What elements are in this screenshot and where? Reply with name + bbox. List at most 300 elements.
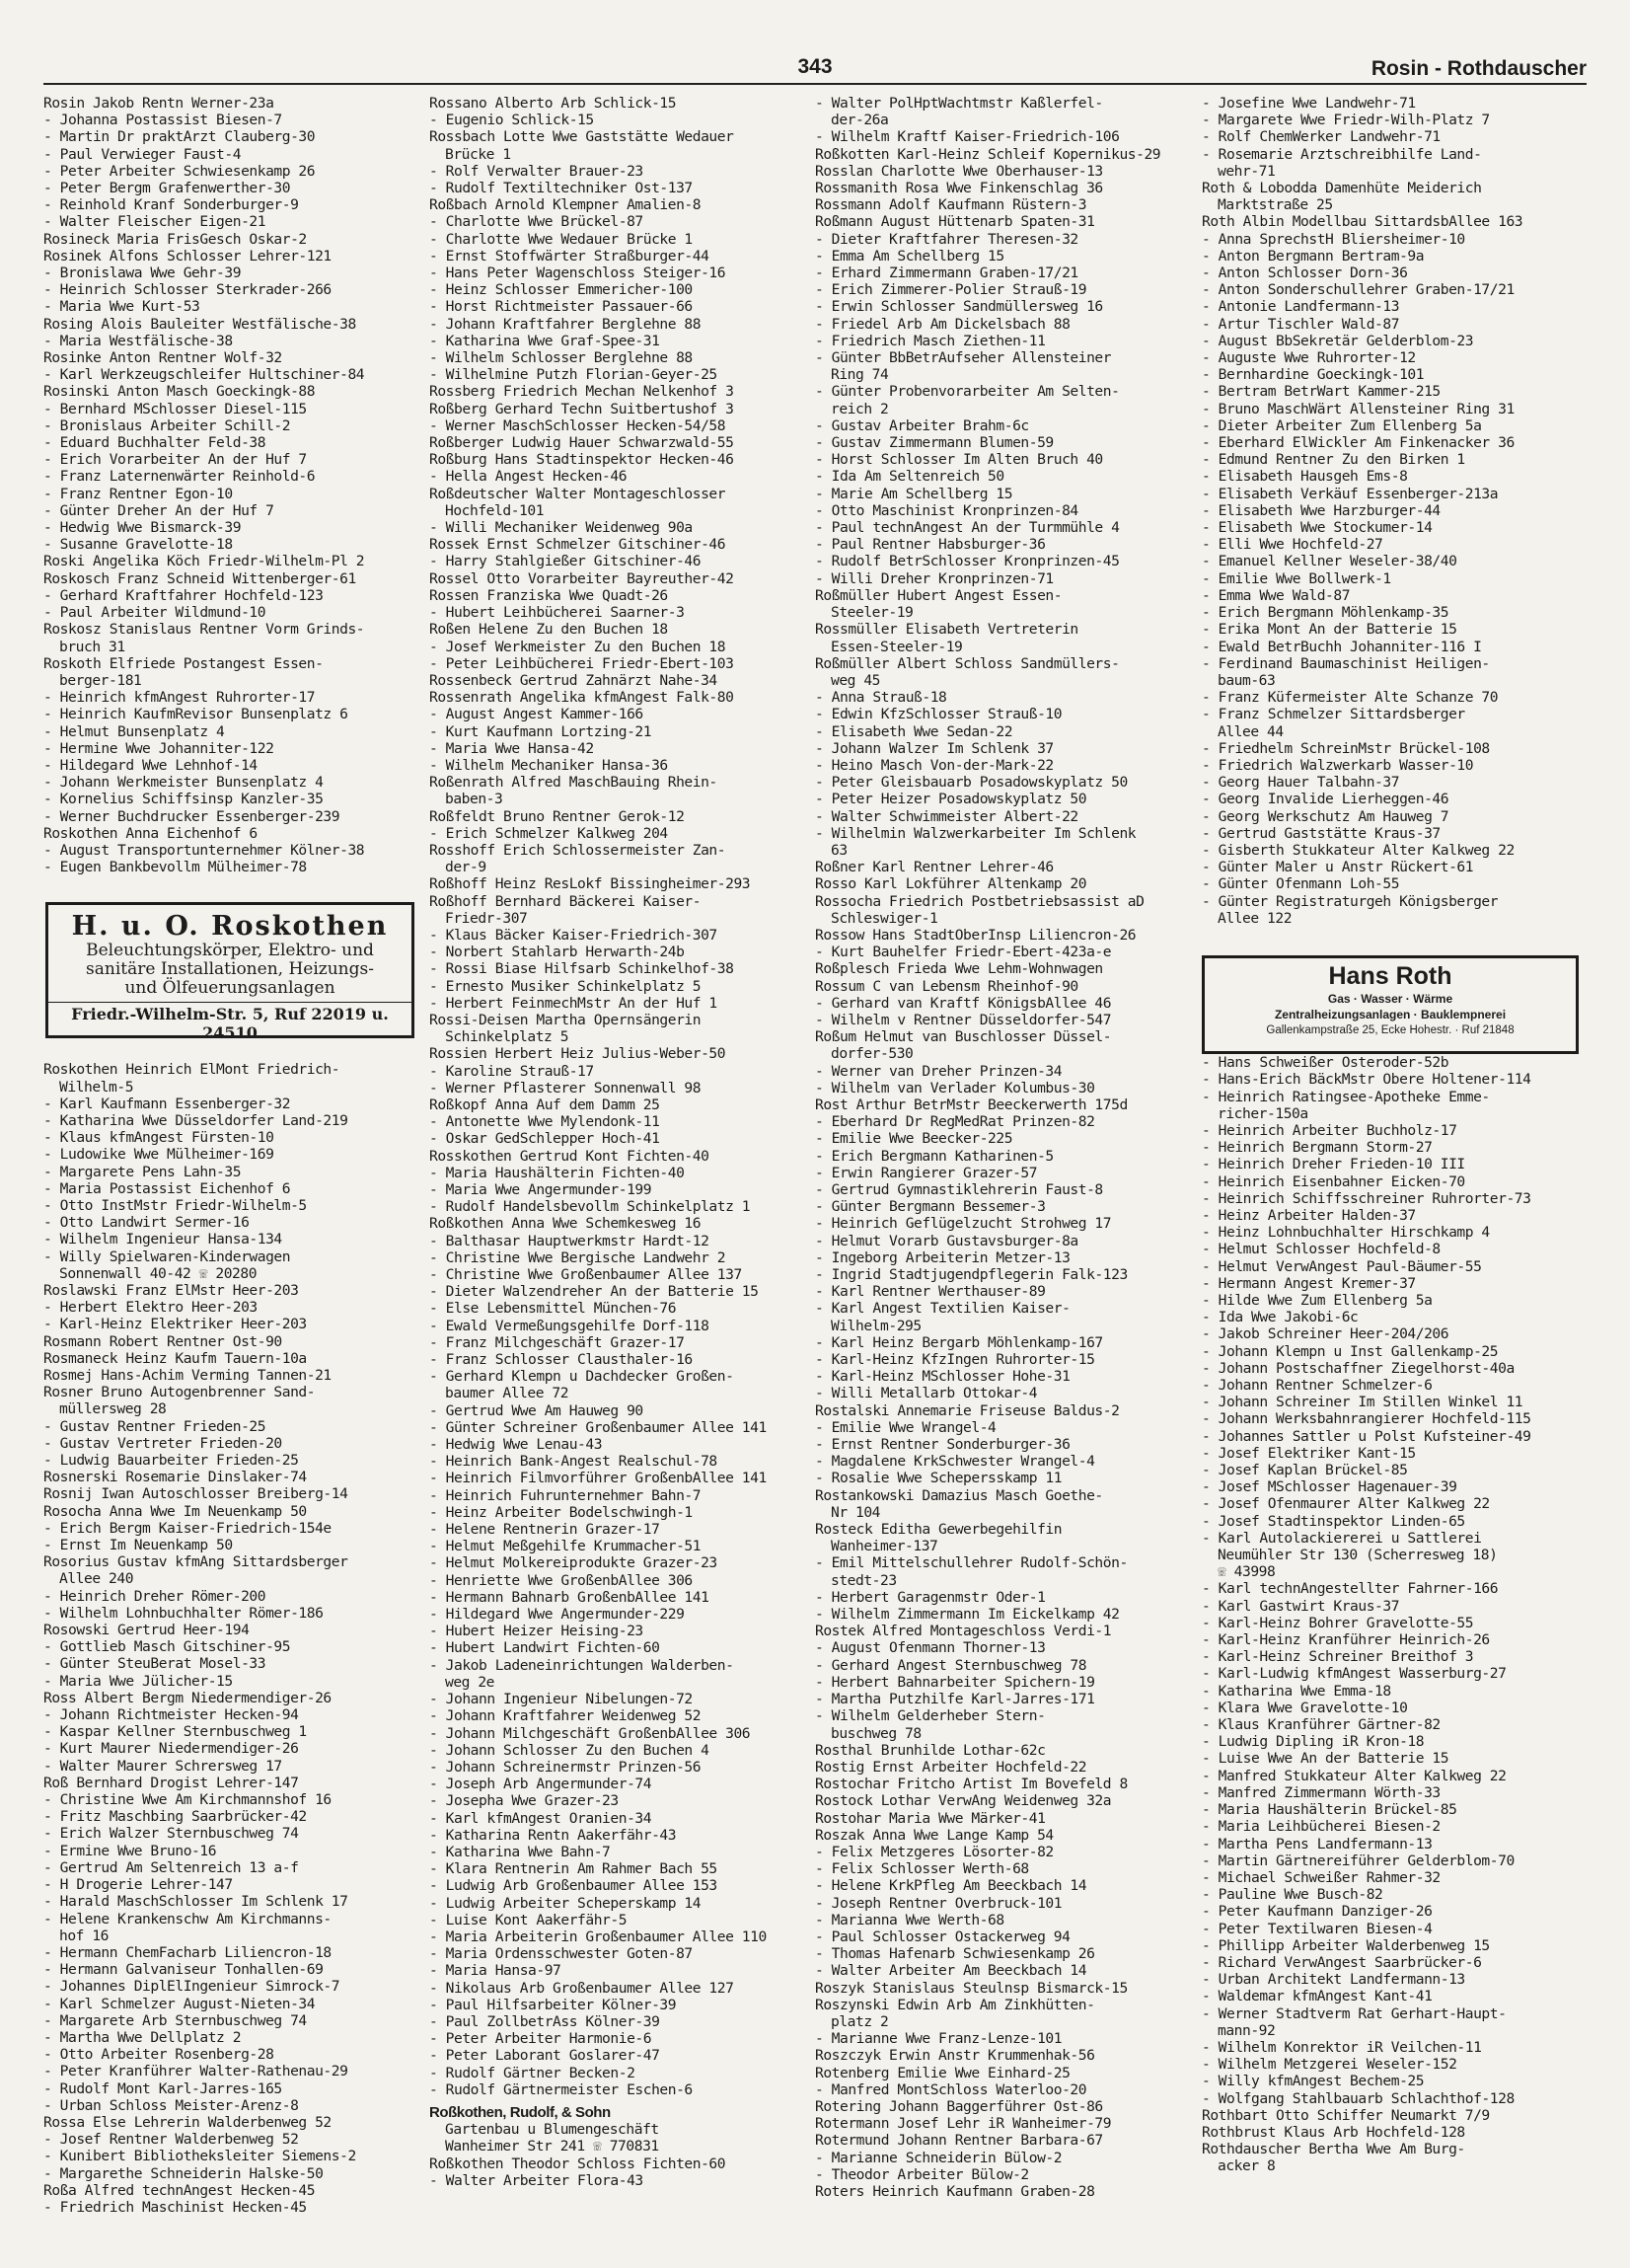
directory-entry: - Friedrich Maschinist Hecken-45 bbox=[43, 2198, 307, 2216]
directory-entry: Wanheimer Str 241 ☏ 770831 bbox=[445, 2138, 659, 2155]
directory-entry: Brücke 1 bbox=[445, 145, 511, 163]
directory-entry: Rossano Alberto Arb Schlick-15 bbox=[429, 95, 677, 112]
directory-entry: - Erich Bergmann Möhlenkamp-35 bbox=[1202, 604, 1449, 622]
directory-entry: Rosorius Gustav kfmAng Sittardsberger bbox=[43, 1553, 348, 1571]
directory-entry: - Johann Kraftfahrer Weidenweg 52 bbox=[429, 1707, 702, 1725]
directory-entry: müllersweg 28 bbox=[59, 1400, 167, 1418]
directory-entry: - Walter Schwimmeister Albert-22 bbox=[815, 807, 1078, 825]
directory-entry: - Johann Werksbahnrangierer Hochfeld-115 bbox=[1202, 1410, 1531, 1428]
directory-entry: - Erich Walzer Sternbuschweg 74 bbox=[43, 1825, 299, 1843]
column-2 bbox=[429, 95, 802, 2189]
directory-entry: - Maria Postassist Eichenhof 6 bbox=[43, 1179, 291, 1197]
directory-entry: Roßberg Gerhard Techn Suitbertushof 3 bbox=[429, 400, 734, 417]
directory-entry: Rossa Else Lehrerin Walderbenweg 52 bbox=[43, 2113, 332, 2131]
directory-entry: - Ludwig Arb Großenbaumer Allee 153 bbox=[429, 1877, 717, 1895]
directory-entry: - Wilhelm Kraftf Kaiser-Friedrich-106 bbox=[815, 128, 1120, 146]
directory-entry: - Ermine Wwe Bruno-16 bbox=[43, 1842, 217, 1859]
directory-entry: - Harald MaschSchlosser Im Schlenk 17 bbox=[43, 1893, 348, 1911]
directory-entry: - Walter Arbeiter Am Beeckbach 14 bbox=[815, 1962, 1087, 1980]
directory-entry: Roskoth Elfriede Postangest Essen- bbox=[43, 654, 324, 672]
directory-entry: - Harry Stahlgießer Gitschiner-46 bbox=[429, 553, 702, 570]
directory-entry: - Willi Mechaniker Weidenweg 90a bbox=[429, 519, 693, 537]
directory-entry: Allee 44 bbox=[1218, 722, 1284, 740]
directory-entry: - Günter Registraturgeh Königsberger bbox=[1202, 892, 1499, 910]
directory-entry: - Karl-Heinz Bohrer Gravelotte-55 bbox=[1202, 1614, 1474, 1631]
directory-entry: - Gertrud Wwe Am Hauweg 90 bbox=[429, 1401, 643, 1419]
directory-entry: - Reinhold Kranf Sonderburger-9 bbox=[43, 196, 299, 214]
page-number: 343 bbox=[797, 55, 833, 78]
directory-entry: Friedr-307 bbox=[445, 909, 528, 927]
directory-entry: der-9 bbox=[445, 859, 486, 876]
directory-entry: - Heinrich Bergmann Storm-27 bbox=[1202, 1139, 1433, 1157]
directory-entry: - Martin Dr praktArzt Clauberg-30 bbox=[43, 128, 316, 146]
directory-entry: - H Drogerie Lehrer-147 bbox=[43, 1876, 233, 1894]
directory-entry: - Jakob Ladeneinrichtungen Walderben- bbox=[429, 1656, 734, 1674]
directory-entry: Rosner Bruno Autogenbrenner Sand- bbox=[43, 1384, 316, 1401]
directory-entry: - Heinz Arbeiter Bodelschwingh-1 bbox=[429, 1503, 693, 1521]
directory-entry: Marktstraße 25 bbox=[1218, 196, 1333, 214]
directory-entry: Roßberger Ludwig Hauer Schwarzwald-55 bbox=[429, 434, 734, 452]
directory-entry: - Marianne Schneiderin Bülow-2 bbox=[815, 2149, 1063, 2166]
directory-entry: - Emilie Wwe Beecker-225 bbox=[815, 1130, 1013, 1148]
directory-entry: - Wilhelm Metzgerei Weseler-152 bbox=[1202, 2056, 1457, 2074]
directory-entry: - Martin Gärtnereiführer Gelderblom-70 bbox=[1202, 1852, 1515, 1869]
directory-entry: - Johann Richtmeister Hecken-94 bbox=[43, 1706, 299, 1724]
directory-entry: - Heino Masch Von-der-Mark-22 bbox=[815, 756, 1054, 774]
directory-entry: - Wilhelmin Walzwerkarbeiter Im Schlenk bbox=[815, 824, 1137, 842]
directory-entry: - Peter Heizer Posadowskyplatz 50 bbox=[815, 791, 1087, 808]
col2b-entries bbox=[429, 2121, 802, 2189]
directory-entry: Rossenrath Angelika kfmAngest Falk-80 bbox=[429, 689, 734, 707]
directory-entry: - Margarete Pens Lahn-35 bbox=[43, 1163, 242, 1180]
directory-entry: - Elisabeth Hausgeh Ems-8 bbox=[1202, 468, 1408, 486]
directory-entry: Rossek Ernst Schmelzer Gitschiner-46 bbox=[429, 536, 726, 554]
directory-entry: berger-181 bbox=[59, 671, 142, 689]
directory-entry: Rosin Jakob Rentn Werner-23a bbox=[43, 95, 274, 112]
directory-entry: - Rolf ChemWerker Landwehr-71 bbox=[1202, 128, 1441, 146]
directory-entry: - Helmut Molkereiprodukte Grazer-23 bbox=[429, 1554, 717, 1572]
directory-entry: - Heinrich kfmAngest Ruhrorter-17 bbox=[43, 689, 316, 707]
directory-entry: - Franz Laternenwärter Reinhold-6 bbox=[43, 468, 316, 486]
directory-entry: - Anna SprechstH Bliersheimer-10 bbox=[1202, 230, 1465, 248]
directory-entry: - Wilhelm v Rentner Düsseldorfer-547 bbox=[815, 1011, 1112, 1028]
directory-entry: - Rudolf Mont Karl-Jarres-165 bbox=[43, 2079, 282, 2097]
ad-address: Gallenkampstraße 25, Ecke Hohestr. · Ruf 21848 bbox=[1266, 1024, 1515, 1036]
directory-entry: - Katharina Wwe Graf-Spee-31 bbox=[429, 332, 660, 349]
directory-entry: - Nikolaus Arb Großenbaumer Allee 127 bbox=[429, 1979, 734, 1997]
directory-entry: - Friedrich Masch Ziethen-11 bbox=[815, 332, 1046, 349]
directory-entry: Roßmüller Hubert Angest Essen- bbox=[815, 586, 1063, 604]
directory-entry: - Karl-Heinz Elektriker Heer-203 bbox=[43, 1316, 307, 1333]
directory-entry: - Anton Sonderschullehrer Graben-17/21 bbox=[1202, 281, 1515, 299]
directory-entry: Nr 104 bbox=[831, 1503, 881, 1521]
directory-entry: - Bernhard MSchlosser Diesel-115 bbox=[43, 400, 307, 417]
directory-entry: - Margarete Wwe Friedr-Wilh-Platz 7 bbox=[1202, 112, 1490, 129]
directory-entry: - Rudolf Textiltechniker Ost-137 bbox=[429, 180, 693, 197]
directory-entry: - Magdalene KrkSchwester Wrangel-4 bbox=[815, 1453, 1095, 1471]
directory-entry: - Paul Verwieger Faust-4 bbox=[43, 145, 242, 163]
directory-entry: - Kornelius Schiffsinsp Kanzler-35 bbox=[43, 791, 324, 808]
directory-entry: - Rolf Verwalter Brauer-23 bbox=[429, 162, 643, 180]
directory-entry: - Luise Kont Aakerfähr-5 bbox=[429, 1911, 628, 1928]
directory-entry: - Otto Landwirt Sermer-16 bbox=[43, 1214, 250, 1232]
directory-entry: - Gustav Rentner Frieden-25 bbox=[43, 1417, 266, 1435]
directory-entry: - Heinrich Dreher Römer-200 bbox=[43, 1587, 266, 1605]
directory-entry: - Wilhelm Schlosser Berglehne 88 bbox=[429, 349, 693, 367]
directory-entry: - Günter Maler u Anstr Rückert-61 bbox=[1202, 859, 1474, 876]
directory-entry: - Wilhelm Zimmermann Im Eickelkamp 42 bbox=[815, 1606, 1120, 1624]
directory-entry: - Hedwig Wwe Bismarck-39 bbox=[43, 519, 242, 537]
directory-entry: - Urban Architekt Landfermann-13 bbox=[1202, 1971, 1465, 1989]
directory-entry: Rosing Alois Bauleiter Westfälische-38 bbox=[43, 315, 356, 333]
directory-entry: Roßbach Arnold Klempner Amalien-8 bbox=[429, 196, 702, 214]
directory-entry: - Otto Arbeiter Rosenberg-28 bbox=[43, 2046, 274, 2064]
directory-entry: - Johann Milchgeschäft GroßenbAllee 306 bbox=[429, 1724, 751, 1742]
directory-entry: - Helene Krankenschw Am Kirchmanns- bbox=[43, 1910, 332, 1928]
directory-entry: - Hella Angest Hecken-46 bbox=[429, 468, 628, 486]
column-4 bbox=[1202, 95, 1575, 2175]
directory-entry: - Josef Kaplan Brückel-85 bbox=[1202, 1462, 1408, 1479]
directory-entry: - Kunibert Bibliotheksleiter Siemens-2 bbox=[43, 2148, 356, 2165]
directory-entry: - Johannes Sattler u Polst Kufsteiner-49 bbox=[1202, 1427, 1531, 1445]
directory-entry: - Johann Schreiner Im Stillen Winkel 11 bbox=[1202, 1394, 1523, 1411]
directory-entry: - Ernst Stoffwärter Straßburger-44 bbox=[429, 247, 709, 265]
directory-entry: Steeler-19 bbox=[831, 604, 914, 622]
directory-entry: - Horst Schlosser Im Alten Bruch 40 bbox=[815, 451, 1103, 469]
directory-entry: - Dieter Kraftfahrer Theresen-32 bbox=[815, 230, 1078, 248]
directory-entry: - Karl-Heinz Schreiner Breithof 3 bbox=[1202, 1648, 1474, 1666]
directory-entry: Rotermund Johann Rentner Barbara-67 bbox=[815, 2132, 1103, 2150]
directory-entry: - Oskar GedSchlepper Hoch-41 bbox=[429, 1130, 660, 1148]
directory-entry: - Gerhard Kraftfahrer Hochfeld-123 bbox=[43, 586, 324, 604]
directory-entry: - Werner Buchdrucker Essenberger-239 bbox=[43, 807, 340, 825]
directory-entry: Roslawski Franz ElMstr Heer-203 bbox=[43, 1281, 299, 1299]
directory-entry: - Peter Gleisbauarb Posadowskyplatz 50 bbox=[815, 774, 1128, 792]
col1b-entries bbox=[43, 1061, 416, 2216]
directory-entry: - Karl Gastwirt Kraus-37 bbox=[1202, 1597, 1400, 1615]
directory-entry: - Erich Vorarbeiter An der Huf 7 bbox=[43, 451, 307, 469]
directory-entry: bruch 31 bbox=[59, 638, 125, 655]
directory-entry: - Rosemarie Arztschreibhilfe Land- bbox=[1202, 145, 1482, 163]
firm-heading: Roßkothen, Rudolf, & Sohn bbox=[429, 2103, 611, 2121]
directory-entry: - Josef Stadtinspektor Linden-65 bbox=[1202, 1512, 1465, 1530]
directory-entry: - Phillipp Arbeiter Walderbenweg 15 bbox=[1202, 1936, 1490, 1954]
directory-entry: Roßmüller Albert Schloss Sandmüllers- bbox=[815, 654, 1120, 672]
directory-entry: - Hilde Wwe Zum Ellenberg 5a bbox=[1202, 1292, 1433, 1309]
directory-entry: Allee 240 bbox=[59, 1570, 134, 1588]
directory-entry: - Gustav Zimmermann Blumen-59 bbox=[815, 434, 1054, 452]
directory-entry: Ring 74 bbox=[831, 366, 889, 384]
directory-entry: stedt-23 bbox=[831, 1571, 897, 1589]
directory-entry: Roßkothen Theodor Schloss Fichten-60 bbox=[429, 2155, 726, 2172]
directory-entry: - Georg Hauer Talbahn-37 bbox=[1202, 774, 1400, 792]
directory-entry: - Johann Schreinermstr Prinzen-56 bbox=[429, 1758, 702, 1776]
directory-entry: - Gertrud Gymnastiklehrerin Faust-8 bbox=[815, 1181, 1103, 1198]
directory-entry: - Heinrich Fuhrunternehmer Bahn-7 bbox=[429, 1486, 702, 1504]
directory-entry: Roth & Lobodda Damenhüte Meiderich bbox=[1202, 180, 1482, 197]
directory-entry: - Friedel Arb Am Dickelsbach 88 bbox=[815, 315, 1071, 333]
directory-entry: - Erich Schmelzer Kalkweg 204 bbox=[429, 824, 668, 842]
directory-entry: - Johann Klempn u Inst Gallenkamp-25 bbox=[1202, 1342, 1499, 1360]
directory-entry: Roßhoff Heinz ResLokf Bissingheimer-293 bbox=[429, 875, 751, 893]
directory-entry: Rotering Johann Baggerführer Ost-86 bbox=[815, 2097, 1103, 2115]
col2a-entries bbox=[429, 95, 802, 2098]
directory-entry: Rostig Ernst Arbeiter Hochfeld-22 bbox=[815, 1758, 1087, 1776]
col1a-entries bbox=[43, 95, 416, 875]
directory-entry: - Heinrich Geflügelzucht Strohweg 17 bbox=[815, 1215, 1112, 1233]
directory-entry: - Willi Dreher Kronprinzen-71 bbox=[815, 569, 1054, 587]
directory-entry: - Anna Strauß-18 bbox=[815, 689, 947, 707]
directory-entry: - Klara Rentnerin Am Rahmer Bach 55 bbox=[429, 1860, 717, 1878]
directory-entry: - Erich Bergm Kaiser-Friedrich-154e bbox=[43, 1519, 332, 1537]
directory-entry: - Karoline Strauß-17 bbox=[429, 1062, 594, 1080]
directory-entry: - Franz Rentner Egon-10 bbox=[43, 485, 233, 502]
directory-entry: Roth Albin Modellbau SittardsbAllee 163 bbox=[1202, 213, 1523, 231]
directory-entry: - Gerhard Angest Sternbuschweg 78 bbox=[815, 1656, 1087, 1674]
directory-entry: weg 45 bbox=[831, 671, 881, 689]
directory-entry: - Ida Am Seltenreich 50 bbox=[815, 468, 1004, 486]
directory-entry: Rosthal Brunhilde Lothar-62c bbox=[815, 1741, 1046, 1759]
directory-entry: Rosineck Maria FrisGesch Oskar-2 bbox=[43, 230, 307, 248]
directory-entry: - Herbert Garagenmstr Oder-1 bbox=[815, 1588, 1046, 1606]
directory-entry: - Kurt Kaufmann Lortzing-21 bbox=[429, 722, 652, 740]
directory-entry: - Elli Wwe Hochfeld-27 bbox=[1202, 536, 1383, 554]
directory-entry: Roßdeutscher Walter Montageschlosser bbox=[429, 485, 726, 502]
directory-entry: hof 16 bbox=[59, 1927, 110, 1944]
directory-entry: Ross Albert Bergm Niedermendiger-26 bbox=[43, 1689, 332, 1706]
directory-entry: - Heinz Schlosser Emmericher-100 bbox=[429, 281, 693, 299]
directory-entry: Rostochar Fritcho Artist Im Bovefeld 8 bbox=[815, 1776, 1128, 1793]
directory-entry: Roskothen Anna Eichenhof 6 bbox=[43, 824, 258, 842]
directory-entry: - Ludwig Arbeiter Scheperskamp 14 bbox=[429, 1894, 702, 1912]
directory-entry: - Elisabeth Wwe Harzburger-44 bbox=[1202, 501, 1441, 519]
directory-entry: - Kurt Maurer Niedermendiger-26 bbox=[43, 1740, 299, 1758]
directory-entry: - Paul Rentner Habsburger-36 bbox=[815, 536, 1046, 554]
directory-entry: - Heinrich Eisenbahner Eicken-70 bbox=[1202, 1172, 1465, 1190]
directory-entry: - Karl Werkzeugschleifer Hultschiner-84 bbox=[43, 366, 365, 384]
directory-entry: - Helene KrkPfleg Am Beeckbach 14 bbox=[815, 1877, 1087, 1895]
col3-entries bbox=[815, 95, 1188, 2200]
directory-entry: Rosinke Anton Rentner Wolf-32 bbox=[43, 349, 282, 367]
col4b-entries bbox=[1202, 1037, 1575, 2175]
directory-entry: Rosocha Anna Wwe Im Neuenkamp 50 bbox=[43, 1502, 307, 1520]
directory-entry: - Wilhelm Lohnbuchhalter Römer-186 bbox=[43, 1604, 324, 1622]
directory-entry: - Hubert Landwirt Fichten-60 bbox=[429, 1639, 660, 1657]
directory-entry: Roßen Helene Zu den Buchen 18 bbox=[429, 621, 668, 639]
directory-entry: - Willi Metallarb Ottokar-4 bbox=[815, 1385, 1038, 1402]
directory-entry: - Marianne Wwe Franz-Lenze-101 bbox=[815, 2030, 1063, 2048]
directory-entry: - Klaus Kranführer Gärtner-82 bbox=[1202, 1716, 1441, 1734]
directory-entry: - Waldemar kfmAngest Kant-41 bbox=[1202, 1988, 1433, 2005]
directory-entry: - Else Lebensmittel München-76 bbox=[429, 1300, 677, 1318]
directory-entry: - Hermann Angest Kremer-37 bbox=[1202, 1274, 1416, 1292]
directory-entry: - Peter Arbeiter Schwiesenkamp 26 bbox=[43, 162, 316, 180]
header-rule bbox=[43, 83, 1587, 85]
directory-entry: - Susanne Gravelotte-18 bbox=[43, 536, 233, 554]
running-head: Rosin - Rothdauscher bbox=[1371, 57, 1587, 80]
directory-entry: mann-92 bbox=[1218, 2021, 1276, 2039]
directory-entry: - Johann Ingenieur Nibelungen-72 bbox=[429, 1691, 693, 1708]
directory-entry: - Emil Mittelschullehrer Rudolf-Schön- bbox=[815, 1554, 1128, 1572]
directory-entry: richer-150a bbox=[1218, 1104, 1308, 1122]
directory-entry: - Helene Rentnerin Grazer-17 bbox=[429, 1521, 660, 1539]
directory-entry: dorfer-530 bbox=[831, 1045, 914, 1063]
directory-entry: Roskothen Heinrich ElMont Friedrich- bbox=[43, 1061, 340, 1079]
directory-entry: - Otto Maschinist Kronprinzen-84 bbox=[815, 501, 1078, 519]
directory-entry: - Hildegard Wwe Lehnhof-14 bbox=[43, 756, 258, 774]
directory-entry: Rosmaneck Heinz Kaufm Tauern-10a bbox=[43, 1349, 307, 1367]
directory-entry: Rotermann Josef Lehr iR Wanheimer-79 bbox=[815, 2115, 1112, 2133]
directory-entry: - Günter Schreiner Großenbaumer Allee 141 bbox=[429, 1418, 767, 1436]
directory-entry: - Ingeborg Arbeiterin Metzer-13 bbox=[815, 1248, 1071, 1266]
directory-entry: acker 8 bbox=[1218, 2157, 1276, 2175]
directory-entry: baumer Allee 72 bbox=[445, 1385, 569, 1402]
directory-entry: - Felix Schlosser Werth-68 bbox=[815, 1860, 1029, 1878]
directory-entry: - Elisabeth Wwe Sedan-22 bbox=[815, 722, 1013, 740]
directory-entry: Rossberg Friedrich Mechan Nelkenhof 3 bbox=[429, 383, 734, 401]
directory-entry: - Ludowike Wwe Mülheimer-169 bbox=[43, 1146, 274, 1164]
directory-entry: - Werner Stadtverm Rat Gerhart-Haupt- bbox=[1202, 2004, 1507, 2022]
directory-entry: - Heinrich Schiffsschreiner Ruhrorter-73 bbox=[1202, 1189, 1531, 1207]
directory-entry: - Johann Werkmeister Bunsenplatz 4 bbox=[43, 774, 324, 792]
directory-entry: - Hermine Wwe Johanniter-122 bbox=[43, 739, 274, 757]
directory-entry: - Bruno MaschWärt Allensteiner Ring 31 bbox=[1202, 400, 1515, 417]
directory-entry: - Hans Peter Wagenschloss Steiger-16 bbox=[429, 265, 726, 282]
directory-entry: - Edmund Rentner Zu den Birken 1 bbox=[1202, 451, 1465, 469]
directory-entry: - Gottlieb Masch Gitschiner-95 bbox=[43, 1638, 291, 1656]
directory-entry: - Wilhelm Konrektor iR Veilchen-11 bbox=[1202, 2038, 1482, 2056]
directory-entry: - Josef Rentner Walderbenweg 52 bbox=[43, 2131, 299, 2149]
directory-entry: - Dieter Arbeiter Zum Ellenberg 5a bbox=[1202, 416, 1482, 434]
directory-entry: - Marie Am Schellberg 15 bbox=[815, 485, 1013, 502]
directory-entry: Rossow Hans StadtOberInsp Liliencron-26 bbox=[815, 926, 1137, 944]
directory-entry: Roßa Alfred technAngest Hecken-45 bbox=[43, 2181, 316, 2199]
directory-entry: - Hildegard Wwe Angermunder-229 bbox=[429, 1606, 685, 1624]
directory-entry: - Willy kfmAngest Bechem-25 bbox=[1202, 2073, 1425, 2090]
directory-entry: - Friedrich Walzwerkarb Wasser-10 bbox=[1202, 756, 1474, 774]
directory-entry: - Peter Bergm Grafenwerther-30 bbox=[43, 180, 291, 197]
directory-entry: ☏ 43998 bbox=[1218, 1563, 1276, 1581]
directory-entry: - Margarethe Schneiderin Halske-50 bbox=[43, 2164, 324, 2182]
directory-entry: - Auguste Wwe Ruhrorter-12 bbox=[1202, 349, 1416, 367]
directory-entry: - Joseph Rentner Overbruck-101 bbox=[815, 1894, 1063, 1912]
directory-entry: - Walter Arbeiter Flora-43 bbox=[429, 2171, 643, 2189]
directory-entry: - Antonie Landfermann-13 bbox=[1202, 298, 1400, 316]
directory-entry: Rost Arthur BetrMstr Beeckerwerth 175d bbox=[815, 1096, 1128, 1113]
column-3 bbox=[815, 95, 1188, 2200]
directory-entry: Rossenbeck Gertrud Zahnärzt Nahe-34 bbox=[429, 671, 717, 689]
directory-entry: - Ernesto Musiker Schinkelplatz 5 bbox=[429, 977, 702, 995]
ad-line: Zentralheizungsanlagen · Bauklempnerei bbox=[1274, 1008, 1507, 1021]
directory-entry: Roßkopf Anna Auf dem Damm 25 bbox=[429, 1096, 660, 1113]
directory-entry: - Karl Rentner Werthauser-89 bbox=[815, 1283, 1046, 1301]
directory-entry: - August Ofenmann Thorner-13 bbox=[815, 1639, 1046, 1657]
directory-entry: - Katharina Wwe Emma-18 bbox=[1202, 1682, 1391, 1700]
directory-entry: - Gertrud Am Seltenreich 13 a-f bbox=[43, 1858, 299, 1876]
directory-entry: - Dieter Walzendreher An der Batterie 15 bbox=[429, 1283, 759, 1301]
directory-entry: Roßplesch Frieda Wwe Lehm-Wohnwagen bbox=[815, 960, 1103, 978]
directory-entry: - Maria Leihbücherei Biesen-2 bbox=[1202, 1818, 1441, 1836]
directory-entry: - Karl Autolackiererei u Sattlerei bbox=[1202, 1529, 1482, 1547]
directory-entry: - Kaspar Kellner Sternbuschweg 1 bbox=[43, 1723, 307, 1741]
directory-entry: - Rudolf Gärtnermeister Eschen-6 bbox=[429, 2080, 693, 2098]
directory-entry: Wanheimer-137 bbox=[831, 1538, 938, 1555]
directory-entry: - Kurt Bauhelfer Friedr-Ebert-423a-e bbox=[815, 944, 1112, 961]
directory-entry: - Manfred MontSchloss Waterloo-20 bbox=[815, 2080, 1087, 2098]
directory-entry: Rossmüller Elisabeth Vertreterin bbox=[815, 621, 1078, 639]
directory-entry: - Balthasar Hauptwerkmstr Hardt-12 bbox=[429, 1232, 709, 1249]
directory-entry: - Peter Kranführer Walter-Rathenau-29 bbox=[43, 2063, 348, 2080]
directory-entry: - Günter SteuBerat Mosel-33 bbox=[43, 1655, 266, 1673]
directory-entry: - Christine Wwe Großenbaumer Allee 137 bbox=[429, 1266, 742, 1284]
directory-entry: - Katharina Wwe Düsseldorfer Land-219 bbox=[43, 1111, 348, 1129]
directory-entry: - Willy Spielwaren-Kinderwagen bbox=[43, 1247, 291, 1265]
directory-entry: - Heinz Arbeiter Halden-37 bbox=[1202, 1206, 1416, 1224]
directory-entry: - Emilie Wwe Wrangel-4 bbox=[815, 1418, 997, 1436]
directory-entry: Roßner Karl Rentner Lehrer-46 bbox=[815, 859, 1054, 876]
directory-entry: Roß Bernhard Drogist Lehrer-147 bbox=[43, 1774, 299, 1791]
directory-entry: - Peter Laborant Goslarer-47 bbox=[429, 2047, 660, 2065]
directory-entry: - Klaus Bäcker Kaiser-Friedrich-307 bbox=[429, 926, 717, 944]
directory-entry: - Herbert FeinmechMstr An der Huf 1 bbox=[429, 994, 717, 1012]
directory-entry: - Erwin Schlosser Sandmüllersweg 16 bbox=[815, 298, 1103, 316]
directory-entry: - Walter Fleischer Eigen-21 bbox=[43, 213, 266, 231]
directory-entry: - Franz Schmelzer Sittardsberger bbox=[1202, 706, 1465, 723]
directory-entry: Rossmanith Rosa Wwe Finkenschlag 36 bbox=[815, 180, 1103, 197]
directory-entry: - Günter Probenvorarbeiter Am Selten- bbox=[815, 383, 1120, 401]
directory-entry: - Elisabeth Wwe Stockumer-14 bbox=[1202, 519, 1433, 537]
directory-entry: Roszczyk Erwin Anstr Krummenhak-56 bbox=[815, 2047, 1095, 2065]
directory-entry: Allee 122 bbox=[1218, 909, 1293, 927]
directory-entry: Schleswiger-1 bbox=[831, 909, 938, 927]
ad-title: Hans Roth bbox=[1328, 962, 1452, 990]
directory-entry: Rostankowski Damazius Masch Goethe- bbox=[815, 1486, 1103, 1504]
directory-entry: Rosteck Editha Gewerbegehilfin bbox=[815, 1521, 1063, 1539]
directory-entry: - Emilie Wwe Bollwerk-1 bbox=[1202, 569, 1391, 587]
directory-entry: - Norbert Stahlarb Herwarth-24b bbox=[429, 944, 685, 961]
directory-entry: - Günter Ofenmann Loh-55 bbox=[1202, 875, 1400, 893]
directory-entry: - Anton Schlosser Dorn-36 bbox=[1202, 265, 1408, 282]
directory-entry: - Ernst Im Neuenkamp 50 bbox=[43, 1537, 233, 1554]
directory-entry: Roszyk Stanislaus Steulnsp Bismarck-15 bbox=[815, 1979, 1128, 1997]
directory-entry: Rosso Karl Lokführer Altenkamp 20 bbox=[815, 875, 1087, 893]
directory-entry: - August BbSekretär Gelderblom-23 bbox=[1202, 332, 1474, 349]
directory-entry: - Margarete Arb Sternbuschweg 74 bbox=[43, 2011, 307, 2029]
directory-entry: Roßmann August Hüttenarb Spaten-31 bbox=[815, 213, 1095, 231]
directory-entry: - Franz Schlosser Clausthaler-16 bbox=[429, 1351, 693, 1369]
directory-entry: - Joseph Arb Angermunder-74 bbox=[429, 1776, 652, 1793]
directory-entry: - Herbert Elektro Heer-203 bbox=[43, 1299, 258, 1317]
directory-entry: platz 2 bbox=[831, 2012, 889, 2030]
directory-entry: Rosnij Iwan Autoschlosser Breiberg-14 bbox=[43, 1485, 348, 1503]
directory-entry: - Josef Elektriker Kant-15 bbox=[1202, 1444, 1416, 1462]
directory-entry: - Heinrich Filmvorführer GroßenbAllee 141 bbox=[429, 1470, 767, 1487]
directory-entry: - Günter Dreher An der Huf 7 bbox=[43, 501, 274, 519]
directory-entry: - Maria Westfälische-38 bbox=[43, 332, 233, 349]
directory-entry: - Emma Wwe Wald-87 bbox=[1202, 586, 1351, 604]
page-header bbox=[43, 55, 1587, 89]
directory-entry: baum-63 bbox=[1218, 671, 1276, 689]
directory-entry: - Georg Werkschutz Am Hauweg 7 bbox=[1202, 807, 1449, 825]
directory-entry: - Gustav Vertreter Frieden-20 bbox=[43, 1434, 282, 1452]
directory-entry: - Martha Putzhilfe Karl-Jarres-171 bbox=[815, 1691, 1095, 1708]
directory-entry: - Hans Schweißer Osteroder-52b bbox=[1202, 1054, 1449, 1072]
directory-entry: - Erich Zimmerer-Polier Strauß-19 bbox=[815, 281, 1087, 299]
directory-entry: - Heinrich Arbeiter Buchholz-17 bbox=[1202, 1121, 1457, 1139]
directory-entry: - Karl-Heinz KfzIngen Ruhrorter-15 bbox=[815, 1351, 1095, 1369]
col4a-entries bbox=[1202, 95, 1575, 927]
directory-entry: Roskosz Stanislaus Rentner Vorm Grinds- bbox=[43, 621, 365, 639]
